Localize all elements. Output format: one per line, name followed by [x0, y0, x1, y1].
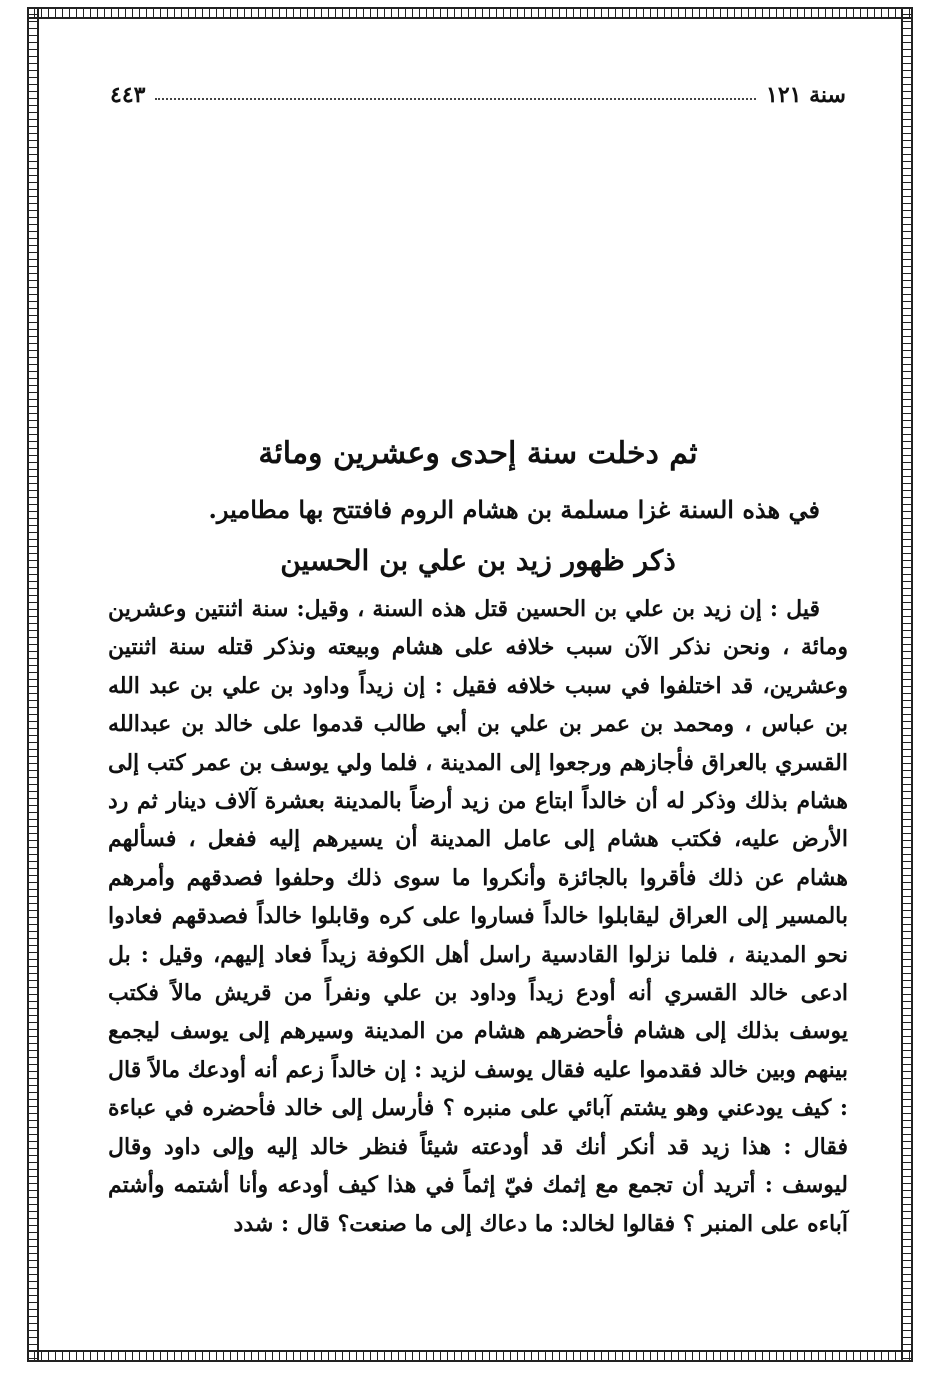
page-number: ٤٤٣ — [110, 82, 146, 108]
page-content — [108, 430, 848, 1243]
header-year: سنة ١٢١ — [766, 82, 846, 108]
border-right — [901, 7, 913, 1362]
border-bottom — [27, 1350, 913, 1362]
section-title: ثم دخلت سنة إحدى وعشرين ومائة — [258, 436, 698, 471]
intro-sentence: في هذه السنة غزا مسلمة بن هشام الروم فافتتح بها مطامير. — [208, 495, 820, 524]
body-paragraph: قيل : إن زيد بن علي بن الحسين قتل هذه السنة ، وقيل: سنة اثنتين وعشرين ومائة ، ونحن نذكر الآن سبب خلافه على هشام وبيعته ونذكر قتله سنة اثنتين وعشرين، قد اختلفوا في سبب خلافه فقيل : إن زيداً وداود بن علي بن عبد الله بن عباس ، ومحمد بن عمر بن علي بن أبي طالب قدموا على خالد بن عبدالله القسري بالعراق فأجازهم ورجعوا إلى المدينة ، فلما ولي يوسف بن عمر كتب إلى هشام بذلك وذكر له أن خالداً ابتاع من زيد أرضاً بالمدينة بعشرة آلاف دينار ثم رد الأرض عليه، فكتب هشام إلى عامل المدينة أن يسيرهم إليه ففعل ، فسألهم هشام عن ذلك فأقروا بالجائزة وأنكروا ما سوى ذلك وحلفوا فصدقهم وأمرهم بالمسير إلى العراق ليقابلوا خالداً فساروا على كره وقابلوا خالداً فصدقهم فعادوا نحو المدينة ، فلما نزلوا القادسية راسل أهل الكوفة زيداً فعاد إليهم، وقيل : بل ادعى خالد القسري أنه أودع زيداً وداود بن علي ونفراً من قريش مالاً فكتب يوسف بذلك إلى هشام فأحضرهم هشام من المدينة وسيرهم إلى يوسف ليجمع بينهم وبين خالد فقدموا عليه فقال يوسف لزيد : إن خالداً زعم أنه أودعك مالاً قال : كيف يودعني وهو يشتم آبائي على منبره ؟ فأرسل إلى خالد فأحضره في عباءة فقال : هذا زيد قد أنكر أنك قد أودعته شيئاً فنظر خالد إليه وإلى داود وقال ليوسف : أتريد أن تجمع مع إثمك فيّ إثماً في هذا كيف أودعه وأنا أشتمه وأشتم آباءه على المنبر ؟ فقالوا لخالد: ما دعاك إلى ما صنعت؟ قال : شدد — [108, 596, 849, 1237]
running-header — [110, 78, 846, 112]
border-left — [27, 7, 39, 1362]
header-dot-leader — [155, 98, 756, 100]
border-top — [27, 7, 913, 19]
subsection-title: ذكر ظهور زيد بن علي بن الحسين — [280, 544, 676, 577]
